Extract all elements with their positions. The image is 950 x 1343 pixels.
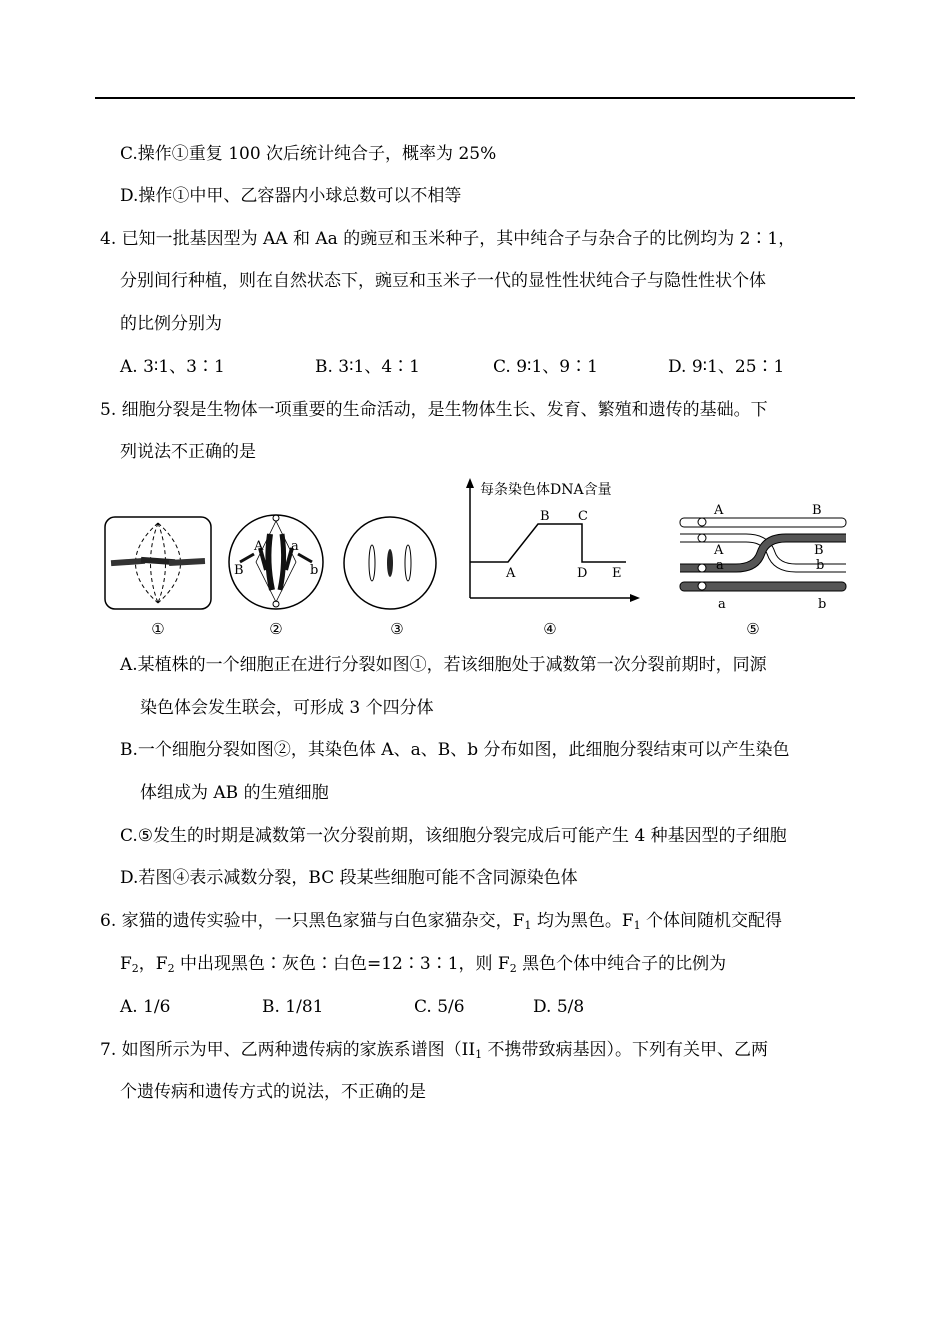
q3-option-d: D.操作①中甲、乙容器内小球总数可以不相等 <box>120 186 462 206</box>
figure-5-label: ⑤ <box>746 620 760 638</box>
fig4-ylabel: 每条染色体DNA含量 <box>480 482 612 498</box>
fig5-letter-b-bottom: b <box>818 597 827 612</box>
fig5-letter-A-top: A <box>714 503 724 518</box>
figure-1-label: ① <box>151 620 165 638</box>
q6-option-d: D. 5/8 <box>533 997 585 1017</box>
figure-2-label: ② <box>269 620 283 638</box>
q4-option-d: D. 9∶1、25∶1 <box>668 357 785 377</box>
fig2-letter-B: B <box>234 563 244 578</box>
fig4-point-A: A <box>506 566 516 581</box>
q6-option-c: C. 5/6 <box>414 997 465 1017</box>
q5-option-d: D.若图④表示减数分裂，BC 段某些细胞可能不含同源染色体 <box>120 868 578 888</box>
q5-option-a-2: 染色体会发生联会，可形成 3 个四分体 <box>140 698 434 718</box>
q4-option-b: B. 3∶1、4∶1 <box>315 357 420 377</box>
q5-option-b-2: 体组成为 AB 的生殖细胞 <box>140 783 329 803</box>
fig5-letter-B-top: B <box>812 503 822 518</box>
figure-1-cell <box>103 515 215 613</box>
figure-2-cell <box>226 512 326 612</box>
figure-5-crossover <box>676 498 851 613</box>
q6-option-b: B. 1/81 <box>262 997 324 1017</box>
fig5-letter-a-bottom: a <box>718 597 726 612</box>
q5-text-2: 列说法不正确的是 <box>120 442 256 462</box>
q4-text-3: 的比例分别为 <box>120 314 222 334</box>
q5-option-a-1: A.某植株的一个细胞正在进行分裂如图①，若该细胞处于减数第一次分裂前期时，同源 <box>120 655 767 675</box>
q6-option-a: A. 1/6 <box>120 997 171 1017</box>
q5-option-c: C.⑤发生的时期是减数第一次分裂前期，该细胞分裂完成后可能产生 4 种基因型的子细胞 <box>120 826 787 846</box>
q4-text-2: 分别间行种植，则在自然状态下，豌豆和玉米子一代的显性性状纯合子与隐性性状个体 <box>120 271 766 291</box>
fig4-point-C: C <box>578 509 588 524</box>
q4-text-1: 4. 已知一批基因型为 AA 和 Aa 的豌豆和玉米种子，其中纯合子与杂合子的比例均为 2∶1， <box>100 229 796 249</box>
fig2-letter-A: A <box>254 539 264 554</box>
figure-4-label: ④ <box>543 620 557 638</box>
fig5-letter-a-mid: a <box>716 558 724 573</box>
fig5-letter-A-mid: A <box>714 543 724 558</box>
figure-3-cell <box>340 515 442 613</box>
fig2-letter-a: a <box>291 539 299 554</box>
fig2-letter-b: b <box>310 563 319 578</box>
q5-text-1: 5. 细胞分裂是生物体一项重要的生命活动，是生物体生长、发育、繁殖和遗传的基础。下 <box>100 400 768 420</box>
figure-3-label: ③ <box>390 620 404 638</box>
q7-text-1: 7. 如图所示为甲、乙两种遗传病的家族系谱图（$II_1$ 不携带致病基因）。下列有关甲、乙两 <box>100 1040 768 1061</box>
fig5-letter-B-mid: B <box>814 543 824 558</box>
q3-option-c: C.操作①重复 100 次后统计纯合子，概率为 25% <box>120 144 497 164</box>
q6-text-1: 6. 家猫的遗传实验中，一只黑色家猫与白色家猫杂交，$F_1$ 均为黑色。$F_1$ 个体间随机交配得 <box>100 911 783 932</box>
q6-text-2: $F_2$，$F_2$ 中出现黑色∶灰色∶白色=12∶3∶1，则 $F_2$ 黑色个体中纯合子的比例为 <box>120 954 727 975</box>
figure-4-graph <box>456 476 641 604</box>
q4-option-c: C. 9∶1、9∶1 <box>493 357 598 377</box>
q7-text-2: 个遗传病和遗传方式的说法，不正确的是 <box>120 1082 426 1102</box>
fig4-point-B: B <box>540 509 550 524</box>
fig5-letter-b-mid: b <box>816 558 825 573</box>
q5-option-b-1: B.一个细胞分裂如图②，其染色体 A、a、B、b 分布如图，此细胞分裂结束可以产生染色 <box>120 740 790 760</box>
fig4-point-D: D <box>577 566 588 581</box>
fig4-point-E: E <box>612 566 622 581</box>
q4-option-a: A. 3∶1、3∶1 <box>120 357 225 377</box>
header-rule <box>95 97 855 99</box>
